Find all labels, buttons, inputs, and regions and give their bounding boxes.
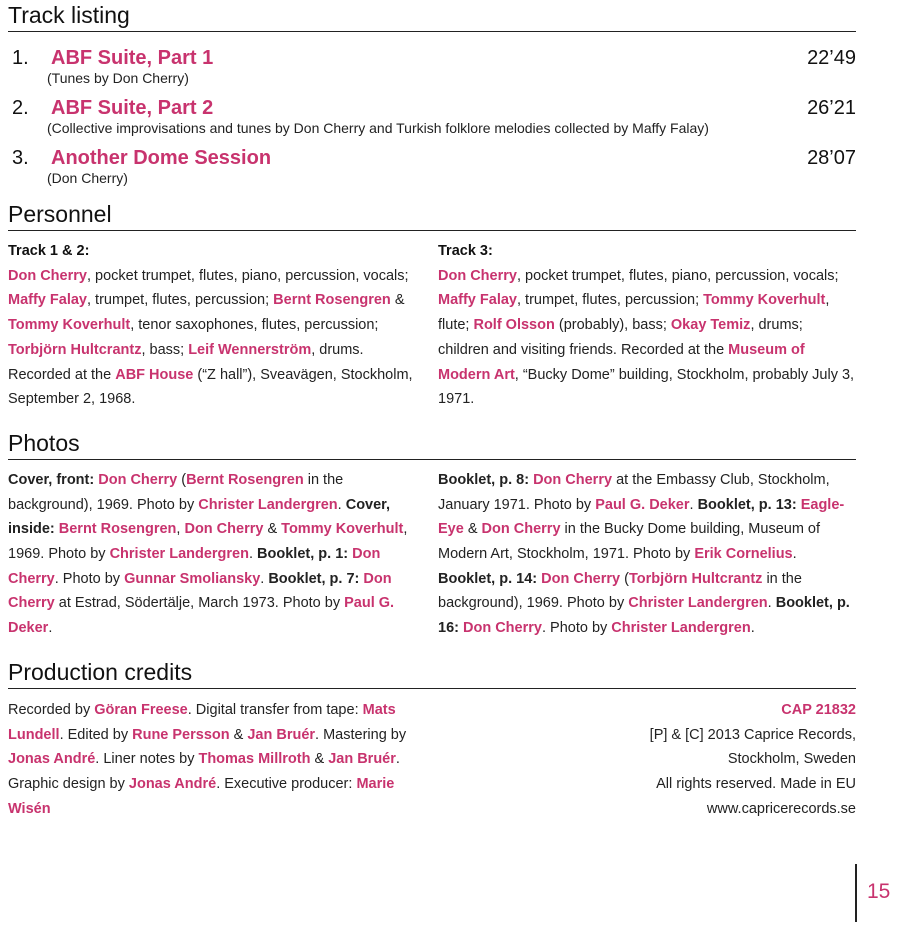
text-run: . xyxy=(767,595,776,612)
name-highlight: Göran Freese xyxy=(94,701,188,718)
name-highlight: Mats Lundell xyxy=(8,701,396,743)
name-highlight: Gunnar Smoliansky xyxy=(124,570,261,587)
name-highlight: Don Cherry xyxy=(184,521,264,538)
name-highlight: Paul G. Deker xyxy=(8,595,395,637)
personnel-right-text xyxy=(438,264,856,412)
text-run: . Digital transfer from tape: xyxy=(187,701,363,718)
name-highlight: Bernt Rosengren xyxy=(273,292,391,309)
text-run: , trumpet, flutes, percussion; xyxy=(516,292,704,309)
track-credit: (Collective improvisations and tunes by Don Cherry and Turkish folklore melodies collected by Maffy Falay) xyxy=(47,120,709,136)
text-run: & xyxy=(463,521,482,538)
track-credit: (Don Cherry) xyxy=(47,170,128,186)
credit-label: Booklet, p. 1: xyxy=(257,546,353,563)
rights-line: All rights reserved. Made in EU xyxy=(656,775,856,792)
text-run: at the Embassy Club, Stockholm, January 1971. Photo by xyxy=(438,471,830,513)
name-highlight: Jan Bruér xyxy=(328,751,396,768)
name-highlight: Maffy Falay xyxy=(438,292,517,309)
track-listing-heading: Track listing xyxy=(8,0,856,32)
text-run: , xyxy=(176,521,185,538)
label-website[interactable]: www.capricerecords.se xyxy=(706,800,856,817)
name-highlight: Bernt Rosengren xyxy=(58,521,177,538)
text-run: Recorded by xyxy=(8,701,95,718)
text-run: . xyxy=(689,496,698,513)
personnel-left-heading: Track 1 & 2: xyxy=(8,243,90,259)
name-highlight: Rolf Olsson xyxy=(473,317,555,334)
liner-notes-page xyxy=(8,0,856,821)
name-highlight: Christer Landergren xyxy=(628,595,768,612)
text-run: . Photo by xyxy=(54,570,125,587)
name-highlight: Jonas André xyxy=(8,751,96,768)
personnel-track-3 xyxy=(438,239,856,412)
label-info xyxy=(436,698,856,822)
personnel-columns xyxy=(8,239,856,412)
name-highlight: Okay Temiz xyxy=(670,317,751,334)
text-run: . xyxy=(48,620,53,637)
credit-label: Booklet, p. 16: xyxy=(438,595,850,637)
name-highlight: Museum of Modern Art xyxy=(438,341,805,383)
track-item xyxy=(8,97,856,137)
photo-credits-left xyxy=(8,468,426,641)
name-highlight: Don Cherry xyxy=(463,620,542,637)
text-run: . Graphic design by xyxy=(8,751,400,792)
label-city: Stockholm, Sweden xyxy=(727,751,856,768)
text-run: , trumpet, flutes, percussion; xyxy=(86,292,274,309)
name-highlight: Eagle-Eye xyxy=(438,496,845,538)
text-run: in the background), 1969. Photo by xyxy=(8,471,344,513)
name-highlight: Torbjörn Hultcrantz xyxy=(8,341,142,358)
catalog-number: CAP 21832 xyxy=(781,701,856,718)
text-run: , drums. Recorded at the xyxy=(8,341,364,383)
photo-credits-right xyxy=(438,468,856,641)
copyright-line: [P] & [C] 2013 Caprice Records, xyxy=(649,726,856,743)
production-credits xyxy=(8,698,856,822)
name-highlight: Thomas Millroth xyxy=(198,751,311,768)
credit-label: Booklet, p. 7: xyxy=(268,570,364,587)
track-title: ABF Suite, Part 2 xyxy=(51,97,214,119)
text-run: at Estrad, Södertälje, March 1973. Photo by xyxy=(54,595,345,612)
photo-credit-columns xyxy=(8,468,856,641)
track-item xyxy=(8,47,856,87)
name-highlight: Christer Landergren xyxy=(198,496,338,513)
name-highlight: Christer Landergren xyxy=(611,620,751,637)
page-number-rule xyxy=(855,864,857,922)
text-run: in the Bucky Dome building, Museum of Modern Art, Stockholm, 1971. Photo by xyxy=(438,521,821,563)
track-credit: (Tunes by Don Cherry) xyxy=(47,70,189,86)
text-run: . xyxy=(337,496,346,513)
text-run: . Mastering by xyxy=(315,726,407,743)
name-highlight: Torbjörn Hultcrantz xyxy=(628,570,763,587)
name-highlight: Don Cherry xyxy=(541,570,621,587)
name-highlight: Leif Wennerström xyxy=(188,341,312,358)
name-highlight: Erik Cornelius xyxy=(694,546,793,563)
text-run: , “Bucky Dome” building, Stockholm, probably July 3, 1971. xyxy=(438,366,855,408)
name-highlight: Don Cherry xyxy=(481,521,561,538)
text-run: , pocket trumpet, flutes, piano, percussion, vocals; xyxy=(86,267,409,284)
name-highlight: Bernt Rosengren xyxy=(186,471,304,488)
name-highlight: Don Cherry xyxy=(438,267,517,284)
text-run: in the background), 1969. Photo by xyxy=(438,570,802,612)
name-highlight: Don Cherry xyxy=(8,570,392,612)
credit-label: Booklet, p. 13: xyxy=(697,496,801,513)
name-highlight: Don Cherry xyxy=(8,546,381,587)
text-run: . Edited by xyxy=(59,726,133,743)
credit-label: Cover, front: xyxy=(8,471,99,488)
name-highlight: Christer Landergren xyxy=(109,546,249,563)
production-credits-text xyxy=(8,698,428,822)
text-run: (probably), bass; xyxy=(554,317,671,334)
name-highlight: Tommy Koverhult xyxy=(8,317,131,334)
text-run: , flute; xyxy=(438,292,830,334)
name-highlight: Don Cherry xyxy=(533,471,613,488)
text-run: & xyxy=(390,292,405,309)
text-run: . xyxy=(750,620,755,637)
name-highlight: Paul G. Deker xyxy=(595,496,690,513)
text-run: , 1969. Photo by xyxy=(8,521,408,563)
text-run: & xyxy=(229,726,248,743)
track-list xyxy=(8,47,856,187)
credit-label: Booklet, p. 14: xyxy=(438,570,542,587)
text-run: . xyxy=(248,546,258,563)
name-highlight: Jonas André xyxy=(128,775,217,792)
personnel-heading: Personnel xyxy=(8,199,856,231)
text-run: ( xyxy=(177,471,187,488)
track-number: 2. xyxy=(12,97,29,119)
name-highlight: Rune Persson xyxy=(132,726,230,743)
name-highlight: Don Cherry xyxy=(8,267,87,284)
text-run: ( xyxy=(620,570,629,587)
track-item xyxy=(8,147,856,187)
text-run: . xyxy=(260,570,269,587)
track-title: Another Dome Session xyxy=(51,147,272,169)
personnel-right-heading: Track 3: xyxy=(438,243,493,259)
track-number: 3. xyxy=(12,147,29,169)
name-highlight: Maffy Falay xyxy=(8,292,87,309)
track-duration: 28’07 xyxy=(807,147,856,169)
name-highlight: Tommy Koverhult xyxy=(281,521,404,538)
text-run: & xyxy=(263,521,282,538)
production-heading: Production credits xyxy=(8,657,856,689)
photos-heading: Photos xyxy=(8,428,856,460)
track-duration: 26’21 xyxy=(807,97,856,119)
name-highlight: Jan Bruér xyxy=(247,726,316,743)
text-run: & xyxy=(310,751,329,768)
track-duration: 22’49 xyxy=(807,47,856,69)
text-run: . Executive producer: xyxy=(216,775,357,792)
text-run: (“Z hall”), Sveavägen, Stockholm, September 2, 1968. xyxy=(8,366,413,408)
track-title: ABF Suite, Part 1 xyxy=(51,47,214,69)
name-highlight: ABF House xyxy=(115,366,194,383)
credit-label: Booklet, p. 8: xyxy=(438,471,534,488)
text-run: , bass; xyxy=(141,341,189,358)
text-run: . Liner notes by xyxy=(95,751,199,768)
name-highlight: Tommy Koverhult xyxy=(703,292,826,309)
text-run: , drums; children and visiting friends. Recorded at the xyxy=(438,317,803,358)
name-highlight: Marie Wisén xyxy=(8,775,395,817)
text-run: . xyxy=(792,546,797,563)
personnel-left-text xyxy=(8,264,426,412)
name-highlight: Don Cherry xyxy=(98,471,178,488)
personnel-track-1-2 xyxy=(8,239,426,412)
credit-label: Cover, inside: xyxy=(8,496,391,538)
page-number: 15 xyxy=(867,880,891,903)
text-run: , pocket trumpet, flutes, piano, percussion, vocals; xyxy=(516,267,839,284)
track-number: 1. xyxy=(12,47,29,69)
text-run: . Photo by xyxy=(541,620,612,637)
text-run: , tenor saxophones, flutes, percussion; xyxy=(130,317,379,334)
